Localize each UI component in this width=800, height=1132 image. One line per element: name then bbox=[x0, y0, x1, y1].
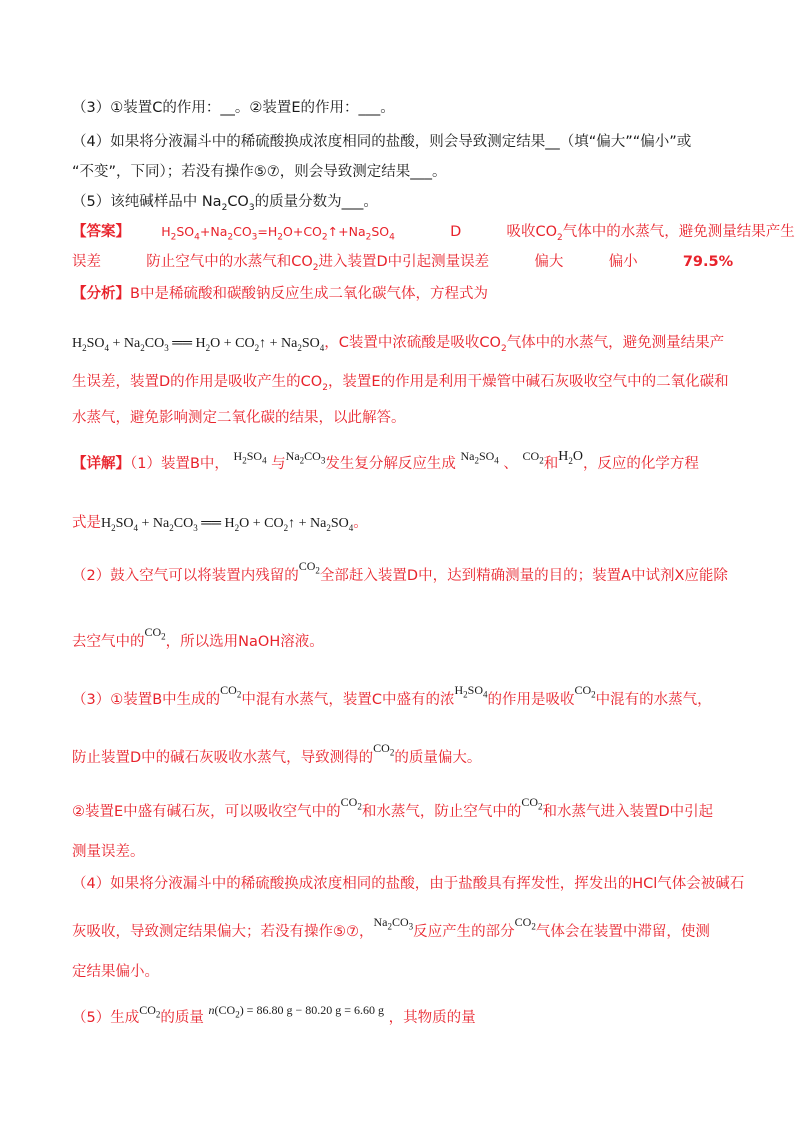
analysis-line-1 bbox=[72, 284, 488, 304]
detail-3-a: （3）①装置B中生成的 bbox=[72, 692, 221, 708]
detail-line-8 bbox=[72, 842, 145, 862]
detail-2-c: 去空气中的 bbox=[72, 634, 145, 650]
answer-equation: $H_2SO_4+Na_2CO_3=H_2O+CO_2↑+Na_2SO_4$ bbox=[161, 224, 395, 243]
detail-2-a: （2）鼓入空气可以将装置内残留的 bbox=[72, 568, 299, 584]
formula-co2: CO2 bbox=[521, 795, 543, 812]
detail-line-3 bbox=[72, 559, 728, 590]
answer-item-e-purpose: 防止空气中的水蒸气和$CO_2$进入装置D中引起测量误差 bbox=[146, 254, 490, 273]
question-4-line-2 bbox=[72, 162, 447, 182]
formula-co2: CO2 bbox=[514, 915, 536, 932]
detail-4-d: 气体会在装置中滞留，使测 bbox=[535, 924, 710, 940]
analysis-equation: $H_2SO_4 + Na_2CO_3$ ══ $H_2O$ + $CO_2↑ + Na_2SO_4$ bbox=[72, 336, 325, 353]
question-5-text-b: 的质量分数为___。 bbox=[254, 194, 378, 210]
formula-co2: CO2 bbox=[373, 741, 395, 758]
formula-co2: CO2 bbox=[340, 795, 362, 812]
detail-2-b: 全部赶入装置D中，达到精确测量的目的；装置A中试剂X应能除 bbox=[319, 568, 728, 584]
detail-3-e: 防止装置D中的碱石灰吸收水蒸气，导致测得的 bbox=[72, 750, 374, 766]
analysis-text-3: 生误差，装置D的作用是吸收产生的$CO_2$，装置E的作用是利用干燥管中碱石灰吸收空气中的二氧化碳和 bbox=[72, 374, 729, 393]
analysis-text-2: ，C装置中浓硫酸是吸收$CO_2$气体中的水蒸气，避免测量结果产 bbox=[324, 335, 725, 354]
formula-na2so4: Na2SO4 bbox=[460, 449, 499, 466]
detail-line-2 bbox=[72, 513, 368, 538]
formula-na2co3: Na2CO3 bbox=[373, 915, 414, 932]
answer-item-percent: 79.5% bbox=[682, 254, 734, 270]
formula-co2: CO2 bbox=[522, 449, 544, 466]
answer-item-d: D bbox=[450, 224, 462, 240]
detail-1-h: 。 bbox=[353, 515, 368, 531]
analysis-label: 【分析】 bbox=[72, 286, 130, 302]
detail-4-c: 反应产生的部分 bbox=[413, 924, 515, 940]
formula-h2o: $H_2O$ bbox=[558, 449, 583, 466]
question-4-text-2: “不变”，下同）；若没有操作⑤⑦，则会导致测定结果___。 bbox=[72, 164, 447, 180]
detail-line-11 bbox=[72, 962, 159, 982]
detail-3-f: 的质量偏大。 bbox=[394, 750, 482, 766]
question-3-text: （3）①装置C的作用：__。②装置E的作用：___。 bbox=[72, 100, 395, 116]
answer-item-c-purpose: 吸收$CO_2$气体中的水蒸气，避免测量结果产生 bbox=[506, 224, 795, 243]
detail-3-g: ②装置E中盛有碱石灰，可以吸收空气中的 bbox=[72, 804, 341, 820]
detail-5-c: ，其物质的量 bbox=[388, 1010, 476, 1026]
detail-2-d: ，所以选用NaOH溶液。 bbox=[165, 634, 324, 650]
answer-item-larger: 偏大 bbox=[534, 254, 564, 270]
detail-4-b: 灰吸收，导致测定结果偏大；若没有操作⑤⑦， bbox=[72, 924, 374, 940]
detail-1-b: 与 bbox=[271, 456, 286, 472]
detail-3-i: 和水蒸气进入装置D中引起 bbox=[542, 804, 714, 820]
formula-h2so4: H2SO4 bbox=[454, 683, 488, 700]
answer-label: 【答案】 bbox=[72, 224, 130, 240]
detail-1-g: 式是 bbox=[72, 515, 101, 531]
detail-1-d: 、 bbox=[503, 456, 518, 472]
answer-item-smaller: 偏小 bbox=[608, 254, 638, 270]
formula-co2: CO2 bbox=[220, 683, 242, 700]
detail-4-a: （4）如果将分液漏斗中的稀硫酸换成浓度相同的盐酸，由于盐酸具有挥发性，挥发出的HCl气体会被碱石 bbox=[72, 876, 745, 892]
detail-3-c: 的作用是吸收 bbox=[487, 692, 575, 708]
detail-line-10 bbox=[72, 915, 710, 946]
formula-na2co3: Na2CO3 bbox=[285, 449, 326, 466]
detail-equation: $H_2SO_4 + Na_2CO_3$ ══ $H_2O$ + $CO_2↑ + Na_2SO_4$ bbox=[101, 516, 354, 533]
detail-3-b: 中混有水蒸气，装置C中盛有的浓 bbox=[241, 692, 455, 708]
detail-line-1 bbox=[72, 449, 699, 479]
formula-h2so4: H2SO4 bbox=[233, 449, 267, 466]
detail-1-e: 和 bbox=[543, 456, 559, 472]
question-5: （5）该纯碱样品中 $Na_2CO_3$的质量分数为___。 bbox=[72, 194, 378, 213]
analysis-line-2 bbox=[72, 333, 724, 359]
answer-line-1 bbox=[72, 222, 795, 248]
question-4-text-1: （4）如果将分液漏斗中的稀硫酸换成浓度相同的盐酸，则会导致测定结果__（填“偏大”“偏小”或 bbox=[72, 134, 692, 150]
detail-1-a: （1）装置B中， bbox=[130, 456, 229, 472]
detail-5-a: （5）生成 bbox=[72, 1010, 140, 1026]
detail-label: 【详解】 bbox=[72, 456, 130, 472]
detail-3-j: 测量误差。 bbox=[72, 844, 145, 860]
detail-3-h: 和水蒸气，防止空气中的 bbox=[361, 804, 522, 820]
detail-line-9 bbox=[72, 874, 744, 894]
formula-co2: CO2 bbox=[139, 1003, 161, 1020]
formula-co2: CO2 bbox=[144, 625, 166, 642]
analysis-text-4: 水蒸气，避免影响测定二氧化碳的结果，以此解答。 bbox=[72, 410, 406, 426]
detail-line-4 bbox=[72, 625, 324, 656]
detail-4-e: 定结果偏小。 bbox=[72, 964, 159, 980]
detail-1-f: ，反应的化学方程 bbox=[582, 456, 699, 472]
detail-1-c: 发生复分解反应生成 bbox=[325, 456, 456, 472]
answer-item-b: 误差 bbox=[72, 254, 101, 270]
analysis-text-1: B中是稀硫酸和碳酸钠反应生成二氧化碳气体，方程式为 bbox=[130, 286, 488, 302]
question-5-text-a: （5）该纯碱样品中 Na bbox=[72, 194, 222, 210]
analysis-line-4 bbox=[72, 408, 406, 428]
detail-line-12 bbox=[72, 1003, 476, 1032]
detail-5-b: 的质量 bbox=[160, 1010, 204, 1026]
detail-line-6 bbox=[72, 741, 482, 772]
answer-line-2 bbox=[72, 252, 733, 278]
analysis-line-3 bbox=[72, 372, 729, 398]
formula-co2: CO2 bbox=[574, 683, 596, 700]
co2-mass-equation: n(CO2) = 86.80 g − 80.20 g = 6.60 g bbox=[208, 1003, 384, 1020]
question-4-line-1 bbox=[72, 132, 691, 152]
detail-3-d: 中混有的水蒸气， bbox=[595, 692, 712, 708]
formula-co2: CO2 bbox=[298, 559, 320, 576]
question-3 bbox=[72, 98, 395, 118]
detail-line-5 bbox=[72, 683, 712, 714]
detail-line-7 bbox=[72, 795, 714, 826]
